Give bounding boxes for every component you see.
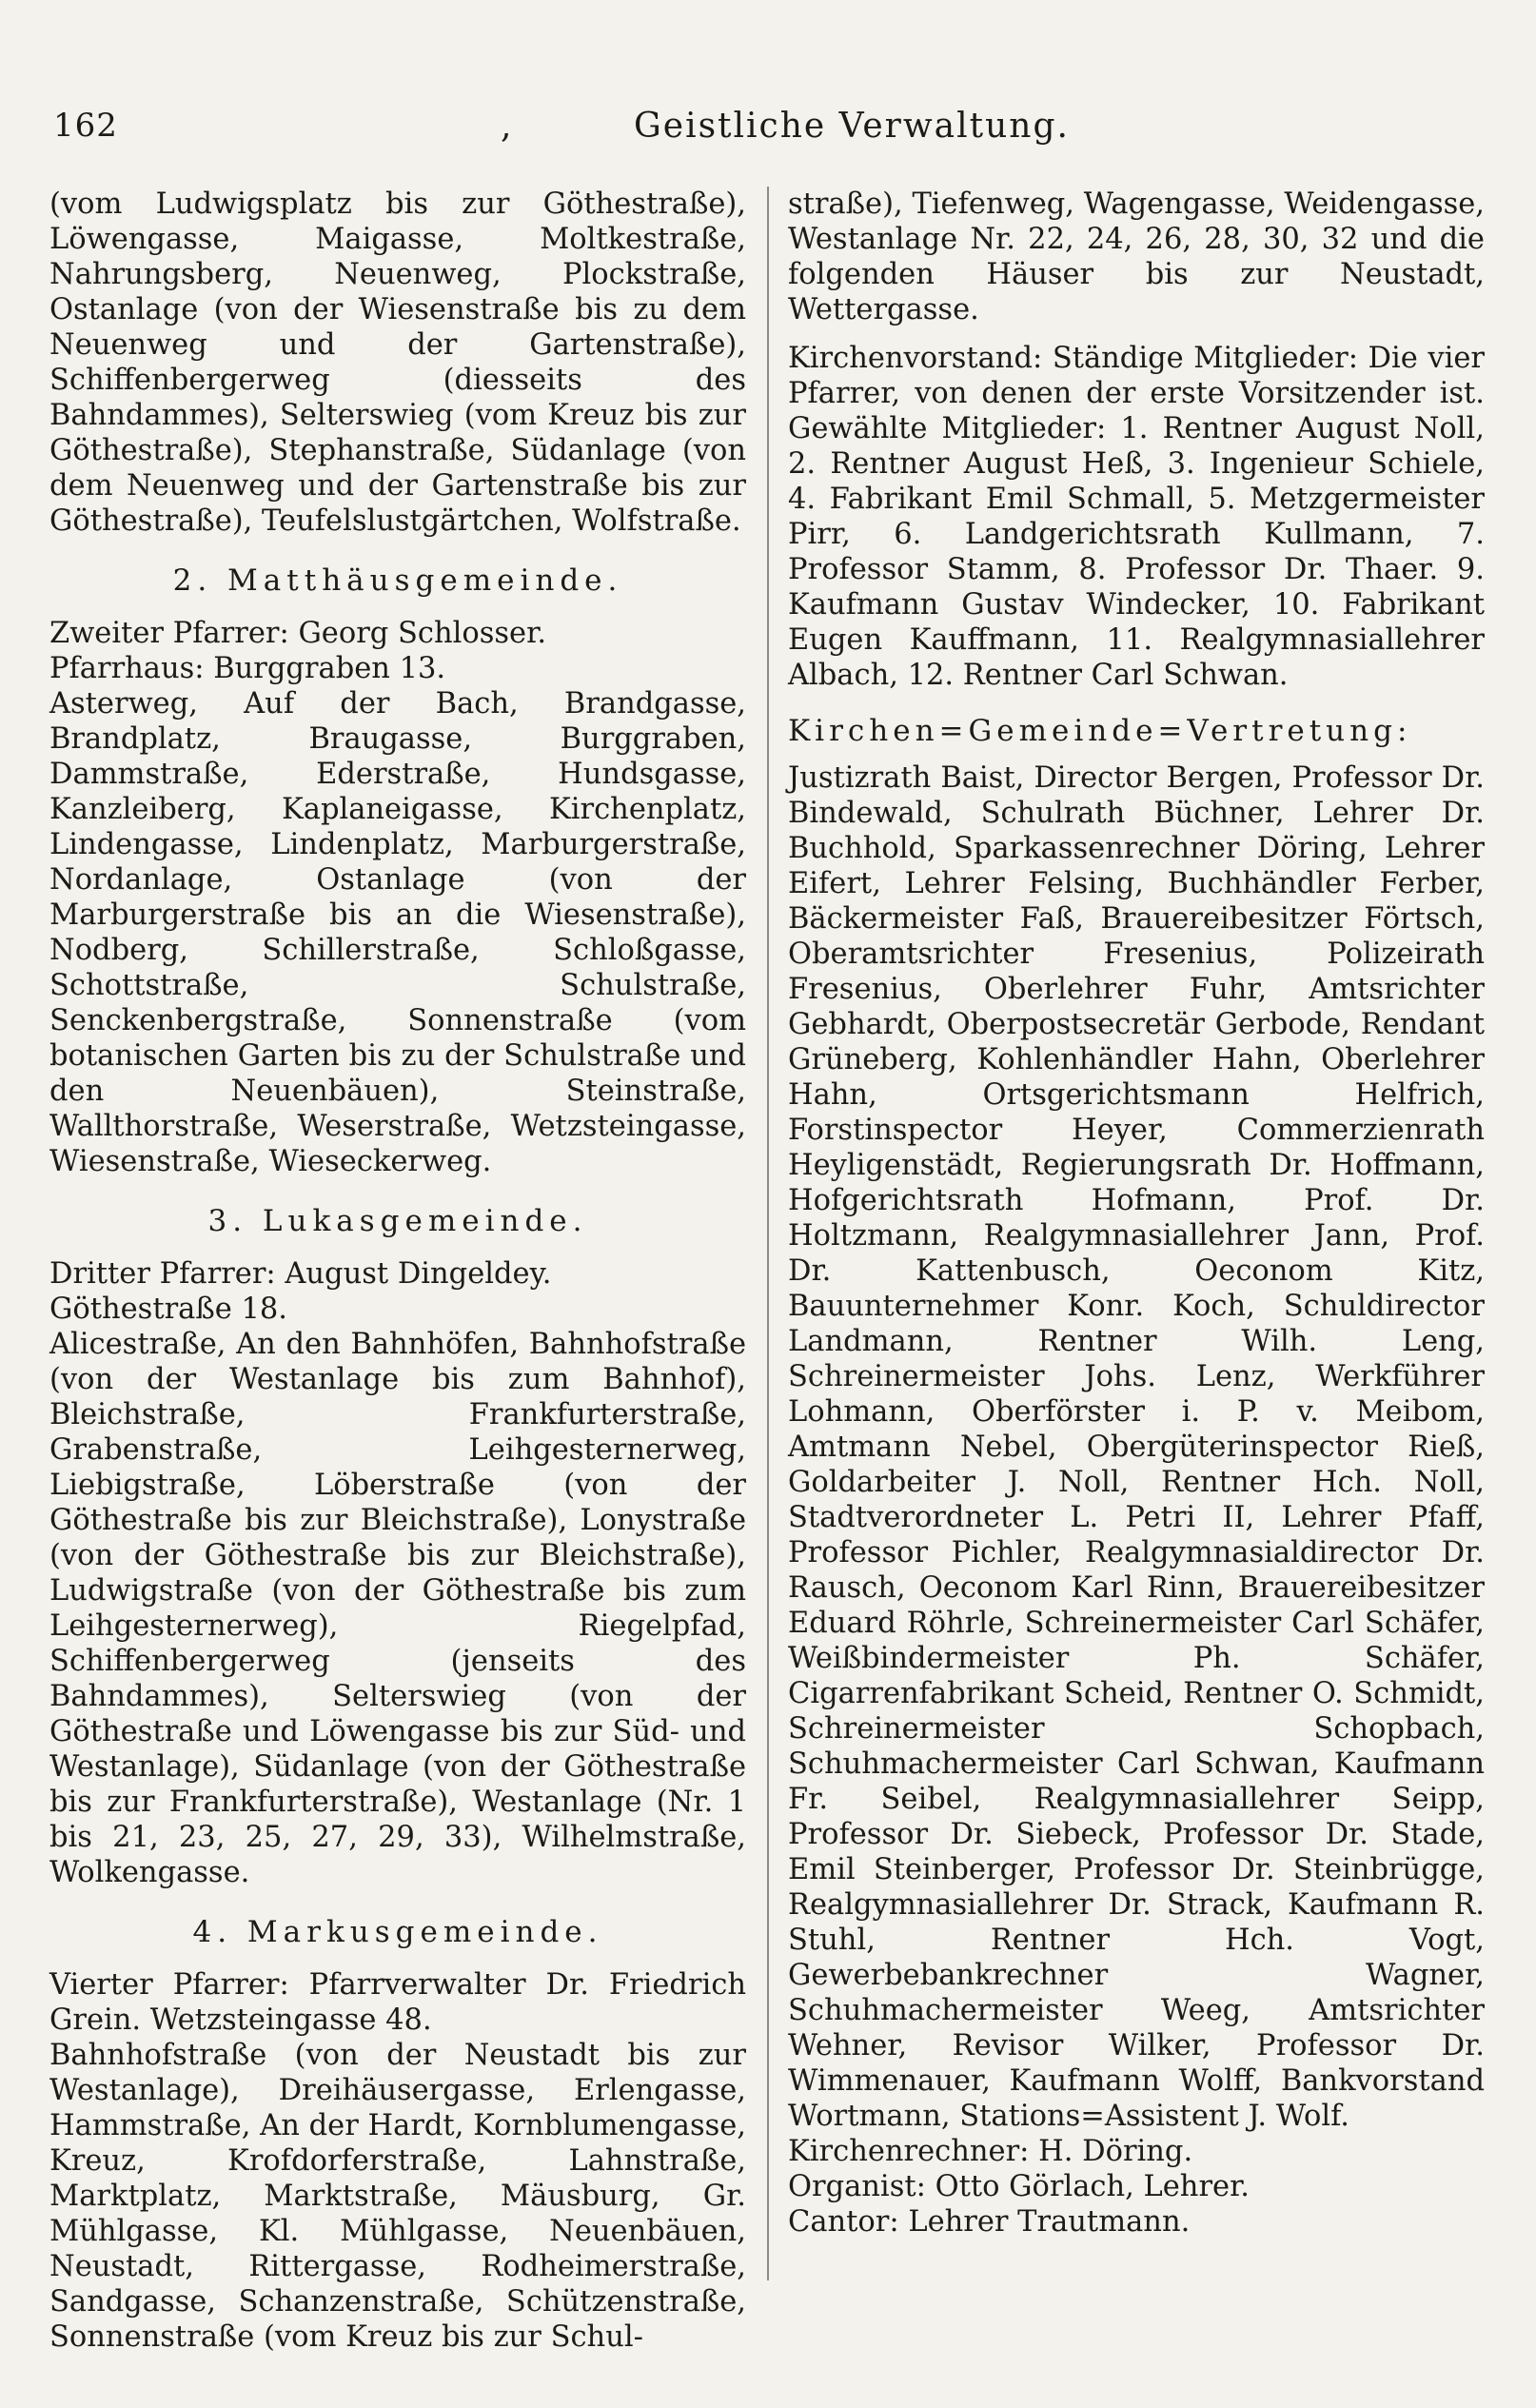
section2-pastor: Zweiter Pfarrer: Georg Schlosser. [49,617,547,650]
organist: Organist: Otto Görlach, Lehrer. [788,2170,1250,2203]
section4-continuation: straße), Tiefenweg, Wagengasse, Weidengasse, Westanlage Nr. 22, 24, 26, 28, 30, 32 und die folgenden Häuser bis zur Neustadt, Wettergasse. [788,188,1485,326]
section1-continuation: (vom Ludwigsplatz bis zur Göthestraße), Löwengasse, Maigasse, Moltkestraße, Nahrungsberg, Neuenweg, Plockstraße, Ostanlage (von der Wiesenstraße bis zu dem Neuenweg und der Gartenstraße), Schiffenbergerweg (diesseits des Bahndammes), Selterswieg (vom Kreuz bis zur Göthestraße), Stephanstraße, Südanlage (von dem Neuenweg und der Gartenstraße bis zur Göthestraße), Teufelslustgärtchen, Wolfstraße. [49,188,746,538]
vertretung-members: Justizrath Baist, Director Bergen, Professor Dr. Bindewald, Schulrath Büchner, Lehrer Dr. Buchhold, Sparkassenrechner Döring, Lehrer Eifert, Lehrer Felsing, Buchhändler Ferber, Bäckermeister Faß, Brauereibesitzer Förtsch, Oberamtsrichter Fresenius, Polizeirath Fresenius, Oberlehrer Fuhr, Amtsrichter Gebhardt, Oberpostsecretär Gerbode, Rendant Grüneberg, Kohlenhändler Hahn, Oberlehrer Hahn, Ortsgerichtsmann Helfrich, Forstinspector Heyer, Commerzienrath Heyligenstädt, Regierungsrath Dr. Hoffmann, Hofgerichtsrath Hofmann, Prof. Dr. Holtzmann, Realgymnasiallehrer Jann, Prof. Dr. Kattenbusch, Oeconom Kitz, Bauunternehmer Konr. Koch, Schuldirector Landmann, Rentner Wilh. Leng, Schreinermeister Johs. Lenz, Werkführer Lohmann, Oberförster i. P. v. Meibom, Amtmann Nebel, Obergüterinspector Rieß, Goldarbeiter J. Noll, Rentner Hch. Noll, Stadtverordneter L. Petri II, Lehrer Pfaff, Professor Pichler, Realgymnasialdirector Dr. Rausch, Oeconom Karl Rinn, Brauereibesitzer Eduard Röhrle, Schreinermeister Carl Schäfer, Weißbindermeister Ph. Schäfer, Cigarrenfabrikant Scheid, Rentner O. Schmidt, Schreinermeister Schopbach, Schuhmachermeister Carl Schwan, Kaufmann Fr. Seibel, Realgymnasiallehrer Seipp, Professor Dr. Siebeck, Professor Dr. Stade, Emil Steinberger, Professor Dr. Steinbrügge, Realgymnasiallehrer Dr. Strack, Kaufmann R. Stuhl, Rentner Hch. Vogt, Gewerbebankrechner Wagner, Schuhmachermeister Weeg, Amtsrichter Wehner, Revisor Wilker, Professor Dr. Wimmenauer, Kaufmann Wolff, Bankvorstand Wortmann, Stations=Assistent J. Wolf. [788,761,1485,2133]
section2-parsonage: Pfarrhaus: Burggraben 13. [49,652,446,685]
stray-mark: , [501,107,512,146]
page-number: 162 [53,107,118,145]
kirchenrechner: Kirchenrechner: H. Döring. [788,2135,1193,2168]
section4-heading: 4. Markusgemeinde. [192,1915,603,1949]
vertretung-heading: Kirchen=Gemeinde=Vertretung: [788,714,1412,748]
section3-parsonage: Göthestraße 18. [49,1293,287,1326]
section3-pastor: Dritter Pfarrer: August Dingeldey. [49,1257,552,1291]
spacer [788,693,1485,706]
running-title: Geistliche Verwaltung. [634,107,1070,146]
section3-streets: Alicestraße, An den Bahnhöfen, Bahnhofstraße (von der Westanlage bis zum Bahnhof), Bleichstraße, Frankfurterstraße, Grabenstraße, Leihgesternerweg, Liebigstraße, Löberstraße (von der Göthestraße bis zur Bleichstraße), Lonystraße (von der Göthestraße bis zur Bleichstraße), Ludwigstraße (von der Göthestraße bis zum Leihgesternerweg), Riegelpfad, Schiffenbergerweg (jenseits des Bahndammes), Selterswieg (von der Göthestraße und Löwengasse bis zur Süd- und Westanlage), Südanlage (von der Göthestraße bis zur Frankfurterstraße), Westanlage (Nr. 1 bis 21, 23, 25, 27, 29, 33), Wilhelmstraße, Wolkengasse. [49,1328,746,1889]
column-divider [767,187,769,2280]
section2-streets: Asterweg, Auf der Bach, Brandgasse, Brandplatz, Braugasse, Burggraben, Dammstraße, Ederstraße, Hundsgasse, Kanzleiberg, Kaplaneigasse, Kirchenplatz, Lindengasse, Lindenplatz, Marburgerstraße, Nordanlage, Ostanlage (von der Marburgerstraße bis an die Wiesenstraße), Nodberg, Schillerstraße, Schloßgasse, Schottstraße, Schulstraße, Senckenbergstraße, Sonnenstraße (vom botanischen Garten bis zu der Schulstraße und den Neuenbäuen), Steinstraße, Wallthorstraße, Weserstraße, Wetzsteingasse, Wiesenstraße, Wieseckerweg. [49,687,746,1178]
cantor: Cantor: Lehrer Trautmann. [788,2205,1191,2239]
kirchenvorstand: Kirchenvorstand: Ständige Mitglieder: Die vier Pfarrer, von denen der erste Vorsitzender ist. Gewählte Mitglieder: 1. Rentner August Noll, 2. Rentner August Heß, 3. Ingenieur Schiele, 4. Fabrikant Emil Schmall, 5. Metzgermeister Pirr, 6. Landgerichtsrath Kullmann, 7. Professor Stamm, 8. Professor Dr. Thaer. 9. Kaufmann Gustav Windecker, 10. Fabrikant Eugen Kauffmann, 11. Realgymnasiallehrer Albach, 12. Rentner Carl Schwan. [788,342,1485,692]
section2-heading: 2. Matthäusgemeinde. [172,563,623,598]
right-column [788,187,1485,2240]
spacer [788,327,1485,341]
section3-heading: 3. Lukasgemeinde. [207,1204,588,1238]
section4-pastor: Vierter Pfarrer: Pfarrverwalter Dr. Friedrich Grein. Wetzsteingasse 48. [49,1968,746,2037]
page-header [53,107,1481,164]
left-column [49,187,746,2355]
section4-streets: Bahnhofstraße (von der Neustadt bis zur Westanlage), Dreihäusergasse, Erlengasse, Hammstraße, An der Hardt, Kornblumengasse, Kreuz, Krofdorferstraße, Lahnstraße, Marktplatz, Marktstraße, Mäusburg, Gr. Mühlgasse, Kl. Mühlgasse, Neuenbäuen, Neustadt, Rittergasse, Rodheimerstraße, Sandgasse, Schanzenstraße, Schützenstraße, Sonnenstraße (vom Kreuz bis zur Schul- [49,2039,746,2354]
